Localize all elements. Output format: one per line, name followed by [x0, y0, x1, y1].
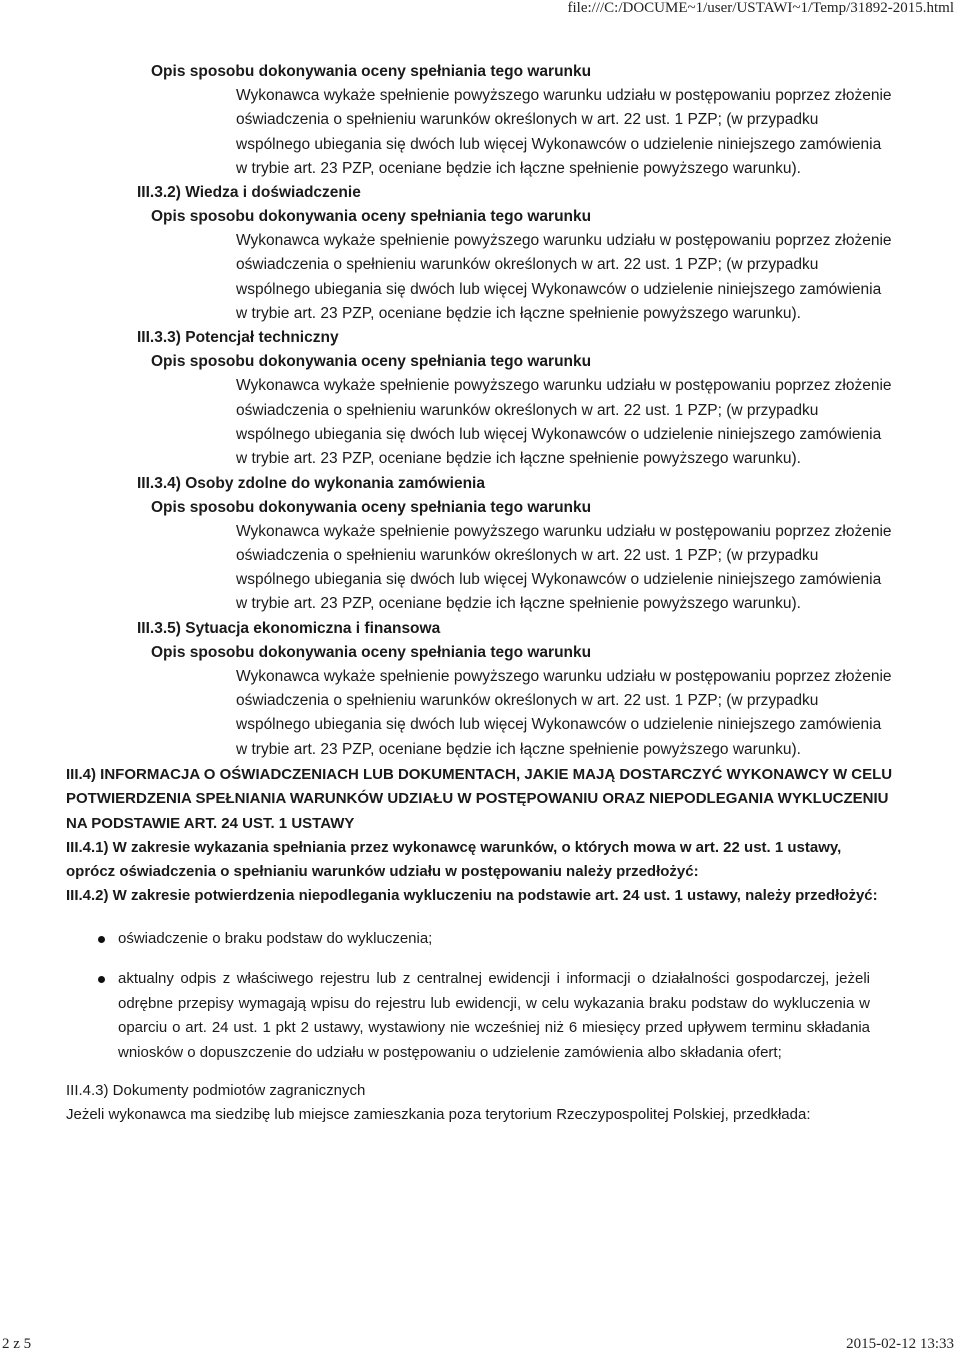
- opis-label: Opis sposobu dokonywania oceny spełniania tego warunku: [151, 498, 592, 516]
- page-number: 2 z 5: [2, 1336, 32, 1352]
- opis-description: Wykonawca wykaże spełnienie powyższego warunku udziału w postępowaniu poprzez złożenie oświadczenia o spełnieniu warunków określonych w art. 22 ust. 1 PZP; (w przypadku wspólnego ubiegania się dwóch lub więcej Wykonawców o udzielenie niniejszego zamówienia w trybie art. 23 PZP, oceniane będzie ich łączne spełnienie powyższego warunku).: [236, 232, 892, 323]
- opis-description: Wykonawca wykaże spełnienie powyższego warunku udziału w postępowaniu poprzez złożenie oświadczenia o spełnieniu warunków określonych w art. 22 ust. 1 PZP; (w przypadku wspólnego ubiegania się dwóch lub więcej Wykonawców o udzielenie niniejszego zamówienia w trybie art. 23 PZP, oceniane będzie ich łączne spełnienie powyższego warunku).: [236, 377, 892, 468]
- section-iii-3-4: [0, 472, 960, 617]
- print-datetime: 2015-02-12 13:33: [846, 1336, 954, 1352]
- foreign-docs-intro: Jeżeli wykonawca ma siedzibę lub miejsce zamieszkania poza terytorium Rzeczypospolitej Polskiej, przedkłada:: [66, 1106, 811, 1124]
- section-iii-3-3: [0, 326, 960, 471]
- list-item: [80, 967, 870, 1065]
- opis-label: Opis sposobu dokonywania oceny spełniania tego warunku: [151, 208, 592, 226]
- document-list: [80, 927, 870, 1066]
- opis-label: Opis sposobu dokonywania oceny spełniania tego warunku: [151, 63, 592, 80]
- section-title: III.3.4) Osoby zdolne do wykonania zamówienia: [137, 474, 485, 492]
- section-iii-3-5: [0, 617, 960, 762]
- section-iii-4-2: III.4.2) W zakresie potwierdzenia niepodlegania wykluczeniu na podstawie art. 24 ust. 1 ustawy, należy przedłożyć:: [66, 887, 878, 905]
- opis-description: Wykonawca wykaże spełnienie powyższego warunku udziału w postępowaniu poprzez złożenie oświadczenia o spełnieniu warunków określonych w art. 22 ust. 1 PZP; (w przypadku wspólnego ubiegania się dwóch lub więcej Wykonawców o udzielenie niniejszego zamówienia w trybie art. 23 PZP, oceniane będzie ich łączne spełnienie powyższego warunku).: [236, 522, 892, 613]
- section-title: III.3.5) Sytuacja ekonomiczna i finansowa: [137, 619, 441, 637]
- opis-label: Opis sposobu dokonywania oceny spełniania tego warunku: [151, 643, 592, 661]
- list-item-text: aktualny odpis z właściwego rejestru lub z centralnej ewidencji i informacji o działalności gospodarczej, jeżeli odrębne przepisy wymagają wpisu do rejestru lub ewidencji, w celu wykazania braku podstaw do wykluczenia w oparciu o art. 24 ust. 1 pkt 2 ustawy, wystawiony nie wcześniej niż 6 miesięcy przed upływem terminu składania wniosków o dopuszczenie do udziału w postępowaniu o udzielenie zamówienia albo składania ofert;: [118, 970, 870, 1061]
- bullet-icon: [98, 976, 105, 983]
- section-title: III.3.3) Potencjał techniczny: [137, 329, 339, 347]
- opis-description: Wykonawca wykaże spełnienie powyższego warunku udziału w postępowaniu poprzez złożenie oświadczenia o spełnieniu warunków określonych w art. 22 ust. 1 PZP; (w przypadku wspólnego ubiegania się dwóch lub więcej Wykonawców o udzielenie niniejszego zamówienia w trybie art. 23 PZP, oceniane będzie ich łączne spełnienie powyższego warunku).: [236, 87, 892, 177]
- document-body: [0, 60, 960, 1127]
- list-item-text: oświadczenie o braku podstaw do wykluczenia;: [118, 929, 433, 947]
- section-iii-4-3: III.4.3) Dokumenty podmiotów zagranicznych: [66, 1082, 366, 1100]
- list-item: [80, 927, 870, 952]
- section-iii-3-2: [0, 181, 960, 326]
- opis-label: Opis sposobu dokonywania oceny spełniania tego warunku: [151, 353, 592, 371]
- bullet-icon: [98, 936, 105, 943]
- section-iii-4-heading: III.4) INFORMACJA O OŚWIADCZENIACH LUB DOKUMENTACH, JAKIE MAJĄ DOSTARCZYĆ WYKONAWCY W CELU POTWIERDZENIA SPEŁNIANIA WARUNKÓW UDZIAŁU W POSTĘPOWANIU ORAZ NIEPODLEGANIA WYKLUCZENIU NA PODSTAWIE ART. 24 UST. 1 USTAWY: [66, 765, 893, 832]
- section-title: III.3.2) Wiedza i doświadczenie: [137, 184, 361, 202]
- section-iii-4-1: III.4.1) W zakresie wykazania spełniania przez wykonawcę warunków, o których mowa w art. 22 ust. 1 ustawy, oprócz oświadczenia o spełnianiu warunków udziału w postępowaniu należy przedłożyć:: [66, 838, 842, 881]
- file-url: file:///C:/DOCUME~1/user/USTAWI~1/Temp/31892-2015.html: [567, 0, 954, 16]
- opis-description: Wykonawca wykaże spełnienie powyższego warunku udziału w postępowaniu poprzez złożenie oświadczenia o spełnieniu warunków określonych w art. 22 ust. 1 PZP; (w przypadku wspólnego ubiegania się dwóch lub więcej Wykonawców o udzielenie niniejszego zamówienia w trybie art. 23 PZP, oceniane będzie ich łączne spełnienie powyższego warunku).: [236, 667, 892, 758]
- opis-block-1: [0, 60, 960, 181]
